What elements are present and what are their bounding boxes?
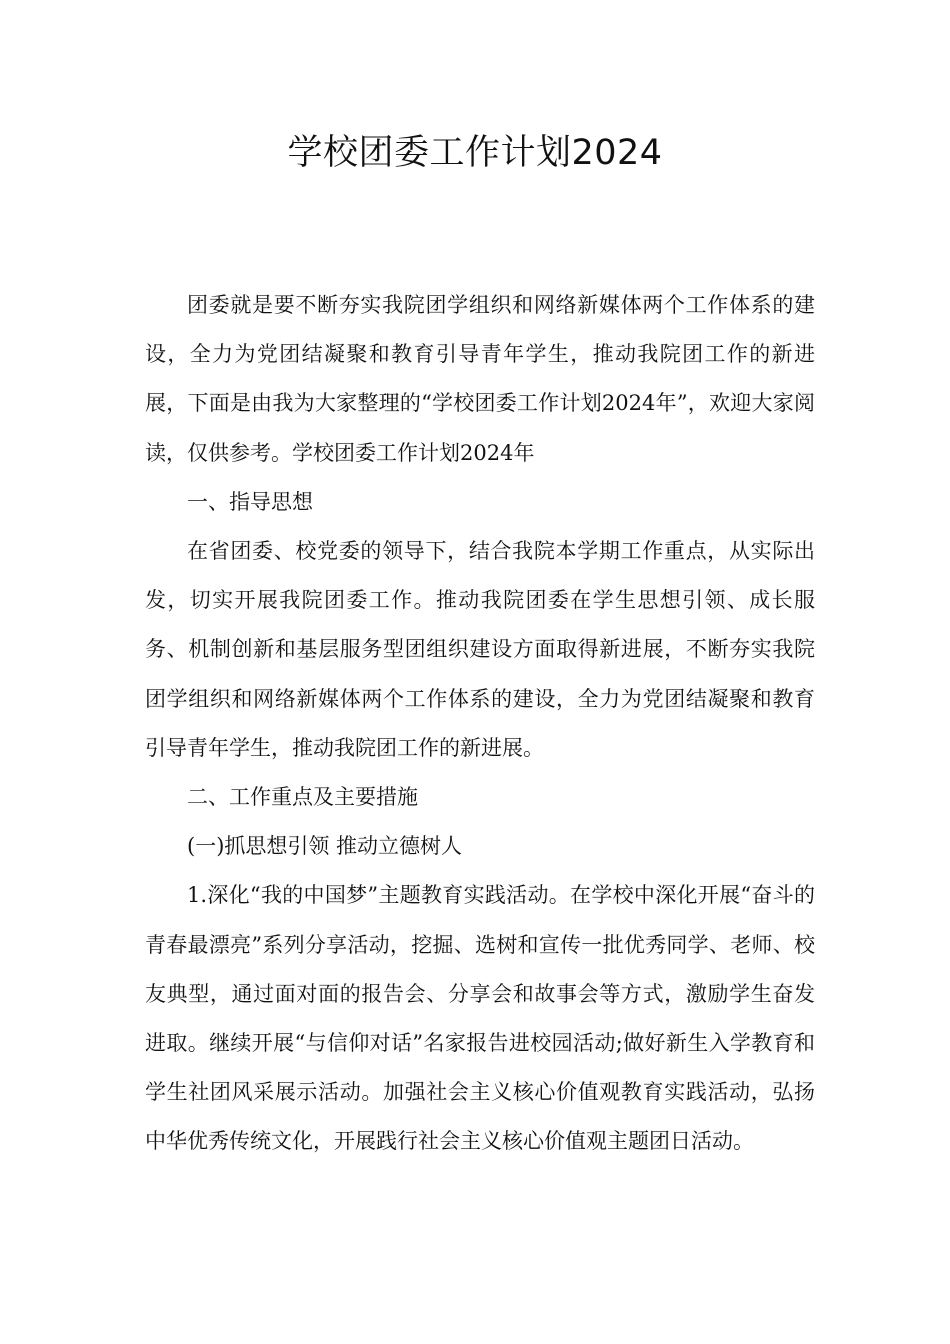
document-body — [145, 281, 815, 1167]
intro-paragraph: 团委就是要不断夯实我院团学组织和网络新媒体两个工作体系的建设，全力为党团结凝聚和教育引导青年学生，推动我院团工作的新进展，下面是由我为大家整理的“学校团委工作计划2024年”，欢迎大家阅读，仅供参考。学校团委工作计划2024年 — [145, 293, 815, 465]
section-heading-work-focus: 二、工作重点及主要措施 — [187, 785, 418, 810]
item-1-paragraph: 1.深化“我的中国梦”主题教育实践活动。在学校中深化开展“奋斗的青春最漂亮”系列分享活动，挖掘、选树和宣传一批优秀同学、老师、校友典型，通过面对面的报告会、分享会和故事会等方式，激励学生奋发进取。继续开展“与信仰对话”名家报告进校园活动;做好新生入学教育和学生社团风采展示活动。加强社会主义核心价值观教育实践活动，弘扬中华优秀传统文化，开展践行社会主义核心价值观主题团日活动。 — [145, 883, 815, 1154]
guiding-ideology-paragraph: 在省团委、校党委的领导下，结合我院本学期工作重点，从实际出发，切实开展我院团委工作。推动我院团委在学生思想引领、成长服务、机制创新和基层服务型团组织建设方面取得新进展，不断夯实我院团学组织和网络新媒体两个工作体系的建设，全力为党团结凝聚和教育引导青年学生，推动我院团工作的新进展。 — [145, 539, 815, 760]
subsection-heading-ideological-guidance: (一)抓思想引领 推动立德树人 — [187, 834, 463, 859]
section-heading-guiding-ideology: 一、指导思想 — [187, 489, 313, 514]
document-title: 学校团委工作计划2024 — [287, 133, 663, 173]
